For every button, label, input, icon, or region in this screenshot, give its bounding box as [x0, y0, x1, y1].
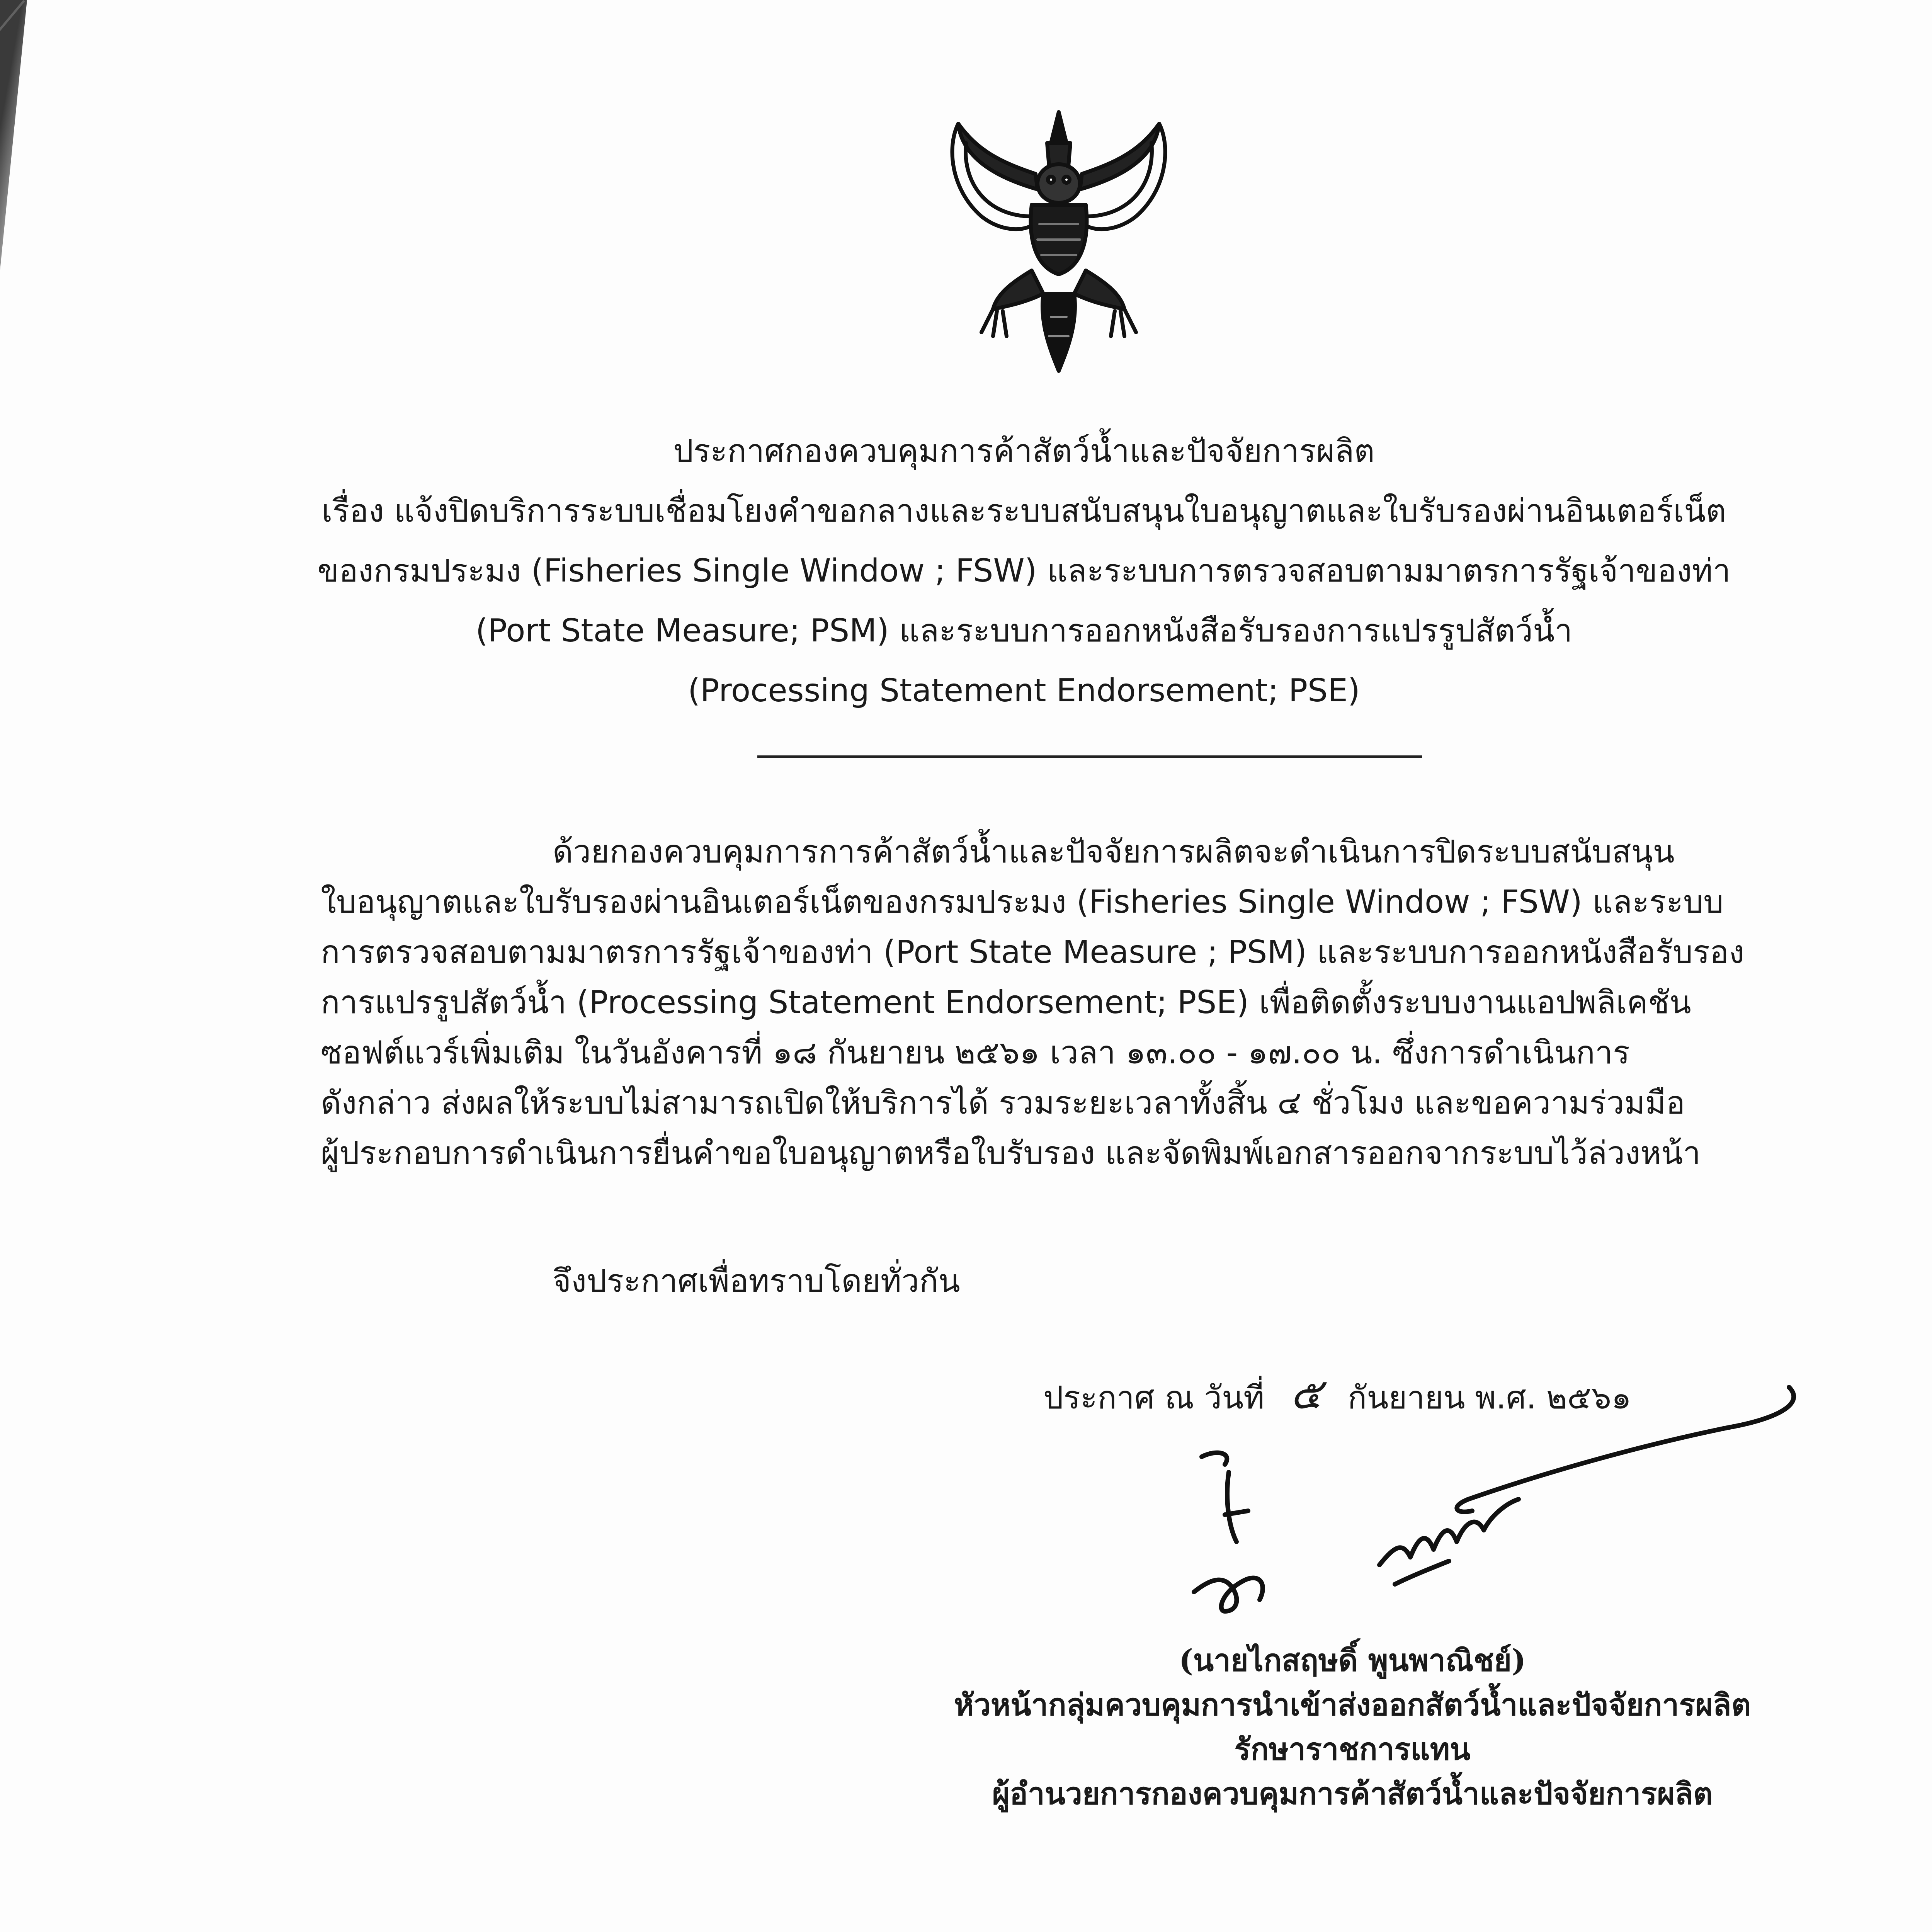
signatory-block	[889, 1638, 1816, 1816]
announcement-title	[309, 421, 1739, 721]
title-divider	[757, 755, 1422, 758]
closing-statement: จึงประกาศเพื่อทราบโดยทั่วกัน	[553, 1263, 960, 1299]
date-day-handwritten: ๕	[1290, 1369, 1322, 1418]
title-line: ประกาศกองควบคุมการค้าสัตว์น้ำและปัจจัยการผลิต	[673, 433, 1375, 469]
signatory-position: หัวหน้ากลุ่มควบคุมการนำเข้าส่งออกสัตว์น้ำและปัจจัยการผลิต	[954, 1687, 1751, 1723]
body-line: ด้วยกองควบคุมการการค้าสัตว์น้ำและปัจจัยการผลิตจะดำเนินการปิดระบบสนับสนุน	[553, 833, 1675, 870]
scan-edge-shadow	[0, 0, 27, 270]
body-line: ใบอนุญาตและใบรับรองผ่านอินเตอร์เน็ตของกรมประมง (Fisheries Single Window ; FSW) และระบบ	[321, 884, 1724, 920]
signatory-director: ผู้อำนวยการกองควบคุมการค้าสัตว์น้ำและปัจจัยการผลิต	[992, 1776, 1713, 1811]
signatory-acting: รักษาราชการแทน	[1234, 1732, 1471, 1767]
signatory-name: (นายไกสฤษดิ์ พูนพาณิชย์)	[1179, 1643, 1526, 1678]
body-line: ผู้ประกอบการดำเนินการยื่นคำขอใบอนุญาตหรือใบรับรอง และจัดพิมพ์เอกสารออกจากระบบไว้ล่วงหน้า	[321, 1135, 1701, 1172]
title-line: ของกรมประมง (Fisheries Single Window ; FSW) และระบบการตรวจสอบตามมาตรการรัฐเจ้าของท่า	[317, 553, 1731, 589]
body-line: การแปรรูปสัตว์น้ำ (Processing Statement Endorsement; PSE) เพื่อติดตั้งระบบงานแอปพลิเคชัน	[321, 984, 1691, 1021]
date-prefix: ประกาศ ณ วันที่	[1043, 1379, 1265, 1416]
handwritten-signature	[1179, 1360, 1835, 1631]
body-line: ดังกล่าว ส่งผลให้ระบบไม่สามารถเปิดให้บริการได้ รวมระยะเวลาทั้งสิ้น ๔ ชั่วโมง และขอความร่วมมือ	[321, 1085, 1685, 1121]
garuda-emblem-icon	[935, 100, 1182, 379]
title-line: (Processing Statement Endorsement; PSE)	[688, 672, 1360, 709]
title-line: เรื่อง แจ้งปิดบริการระบบเชื่อมโยงคำขอกลางและระบบสนับสนุนใบอนุญาตและใบรับรองผ่านอินเตอร์เน็ต	[321, 493, 1726, 529]
body-line: การตรวจสอบตามมาตรการรัฐเจ้าของท่า (Port State Measure ; PSM) และระบบการออกหนังสือรับรอง	[321, 934, 1745, 971]
title-line: (Port State Measure; PSM) และระบบการออกหนังสือรับรองการแปรรูปสัตว์น้ำ	[475, 612, 1573, 649]
body-paragraph	[321, 827, 1781, 1179]
body-line: ซอฟต์แวร์เพิ่มเติม ในวันอังคารที่ ๑๘ กันยายน ๒๕๖๑ เวลา ๑๓.๐๐ - ๑๗.๐๐ น. ซึ่งการดำเนินการ	[321, 1034, 1630, 1071]
date-suffix: กันยายน พ.ศ. ๒๕๖๑	[1347, 1379, 1632, 1416]
